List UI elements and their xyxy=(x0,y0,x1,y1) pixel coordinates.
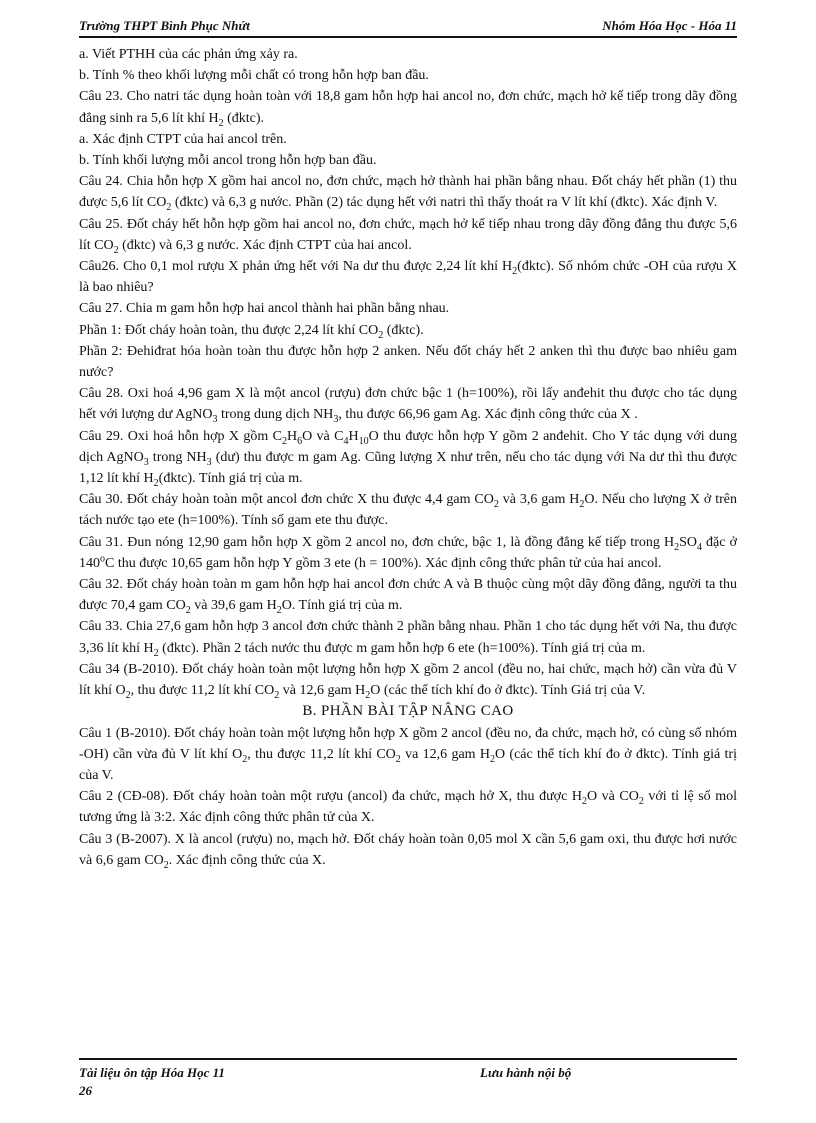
group-name: Nhóm Hóa Học - Hóa 11 xyxy=(602,18,737,33)
text-line: a. Xác định CTPT của hai ancol trên. xyxy=(79,131,287,147)
text-line: a. Viết PTHH của các phản ứng xảy ra. xyxy=(79,47,298,62)
question-30: Câu 30. Đốt cháy hoàn toàn một ancol đơn chức X thu được 4,4 gam $CO_2$ và 3,6 gam $H_2O$. Nếu cho lượng X ở trên tách nước tạo ete (h=100%). Tính số gam ete thu được. xyxy=(79,492,737,529)
question-31: Câu 31. Đun nóng 12,90 gam hỗn hợp X gồm 2 ancol no, đơn chức, bậc 1, là đồng đẳng kế tiếp trong $H_2SO_4$ đặc ở 140$^o$C thu được 10,65 gam hỗn hợp Y gồm 3 ete (h = 100%). Xác định công thức phân tử của hai ancol. xyxy=(79,534,737,571)
question-28: Câu 28. Oxi hoá 4,96 gam X là một ancol (rượu) đơn chức bậc 1 (h=100%), rồi lấy anđehit thu được cho tác dụng hết với lượng dư AgNO$_3$ trong dung dịch $NH_3$, thu được 66,96 gam Ag. Xác định công thức của X . xyxy=(79,386,737,426)
text-line: Phần 1: Đốt cháy hoàn toàn, thu được 2,24 lít khí $CO_2$ (đktc). xyxy=(79,322,424,341)
school-name: Trường THPT Bình Phục Nhứt xyxy=(79,18,250,33)
text-line: Phần 2: Đehiđrat hóa hoàn toàn thu được hỗn hợp 2 anken. Nếu đốt cháy hết 2 anken thì thu được bao nhiêu gam nước? xyxy=(79,343,737,381)
header-rule xyxy=(79,36,737,38)
question-29: Câu 29. Oxi hoá hỗn hợp X gồm $C_2H_6O$ và $C_4H_{10}O$ thu được hỗn hợp Y gồm 2 anđehit. Cho Y tác dụng với dung dịch AgNO$_3$ trong $NH_3$ (dư) thu được m gam Ag. Cũng lượng X như trên, nếu cho tác dụng với Na dư thì thu được 1,12 lít khí $H_2(đktc)$. Tính giá trị của m. xyxy=(79,428,738,489)
question-26: Câu26. Cho 0,1 mol rượu X phản ứng hết với Na dư thu được 2,24 lít khí $H_2(đktc)$. Số nhóm chức -OH của rượu X là bao nhiêu? xyxy=(79,259,737,296)
section-heading: B. PHẦN BÀI TẬP NÂNG CAO xyxy=(302,703,514,720)
footer-doc-title: Tài liệu ôn tập Hóa Học 11 xyxy=(79,1065,225,1080)
text-line: b. Tính % theo khối lượng mỗi chất có trong hỗn hợp ban đầu. xyxy=(79,68,429,84)
footer-rule xyxy=(79,1058,737,1060)
question-25: Câu 25. Đốt cháy hết hỗn hợp gồm hai ancol no, đơn chức, mạch hở kế tiếp nhau trong dãy đồng đẳng thu được 5,6 lít $CO_2$ (đktc) và 6,3 g nước. Xác định CTPT của hai ancol. xyxy=(79,216,737,256)
page-number: 26 xyxy=(79,1083,92,1098)
text-line: b. Tính khối lượng mỗi ancol trong hỗn hợp ban đầu. xyxy=(79,153,377,169)
question-23: Câu 23. Cho natri tác dụng hoàn toàn với 18,8 gam hỗn hợp hai ancol no, đơn chức, mạch hở kế tiếp trong dãy đồng đẳng sinh ra 5,6 lít khí $H_2$ (đktc). xyxy=(79,89,737,129)
question-32: Câu 32. Đốt cháy hoàn toàn m gam hỗn hợp hai ancol đơn chức A và B thuộc cùng một dãy đồng đẳng, người ta thu được 70,4 gam $CO_2$ và 39,6 gam $H_2O$. Tính giá trị của m. xyxy=(79,577,737,617)
advanced-question-3: Câu 3 (B-2007). X là ancol (rượu) no, mạch hở. Đốt cháy hoàn toàn 0,05 mol X cần 5,6 gam oxi, thu được hơi nước và 6,6 gam $CO_2$. Xác định công thức của X. xyxy=(79,831,737,871)
page-header xyxy=(79,14,737,36)
question-34: Câu 34 (B-2010). Đốt cháy hoàn toàn một lượng hỗn hợp X gồm 2 ancol (đều no, hai chức, mạch hở) cần vừa đủ V lít khí $O_2$, thu được 11,2 lít khí $CO_2$ và 12,6 gam $H_2O$ (các thể tích khí đo ở đktc). Tính Giá trị của V. xyxy=(79,661,737,701)
page-content xyxy=(79,44,737,871)
advanced-question-1: Câu 1 (B-2010). Đốt cháy hoàn toàn một lượng hỗn hợp X gồm 2 ancol (đều no, đa chức, mạch hở, có cùng số nhóm -OH) cần vừa đủ V lít khí $O_2$, thu được 11,2 lít khí $CO_2$ va 12,6 gam $H_2O$ (các thể tích khí đo ở đktc). Tính giá trị của V. xyxy=(79,725,737,783)
advanced-question-2: Câu 2 (CĐ-08). Đốt cháy hoàn toàn một rượu (ancol) đa chức, mạch hở X, thu được $H_2O$ và $CO_2$ với tỉ lệ số mol tương ứng là 3:2. Xác định công thức phân tử của X. xyxy=(79,789,738,826)
question-27: Câu 27. Chia m gam hỗn hợp hai ancol thành hai phần bằng nhau. xyxy=(79,301,450,317)
footer-distribution: Lưu hành nội bộ xyxy=(480,1065,572,1080)
question-24: Câu 24. Chia hỗn hợp X gồm hai ancol no, đơn chức, mạch hở thành hai phần bằng nhau. Đốt cháy hết phần (1) thu được 5,6 lít $CO_2$ (đktc) và 6,3 g nước. Phần (2) tác dụng hết với natri thì thấy thoát ra V lít khí (đktc). Xác định V. xyxy=(79,174,737,214)
question-33: Câu 33. Chia 27,6 gam hỗn hợp 3 ancol đơn chức thành 2 phần bằng nhau. Phần 1 cho tác dụng hết với Na, thu được 3,36 lít khí $H_2$ (đktc). Phần 2 tách nước thu được m gam hỗn hợp 6 ete (h=100%). Tính giá trị của m. xyxy=(79,619,737,659)
